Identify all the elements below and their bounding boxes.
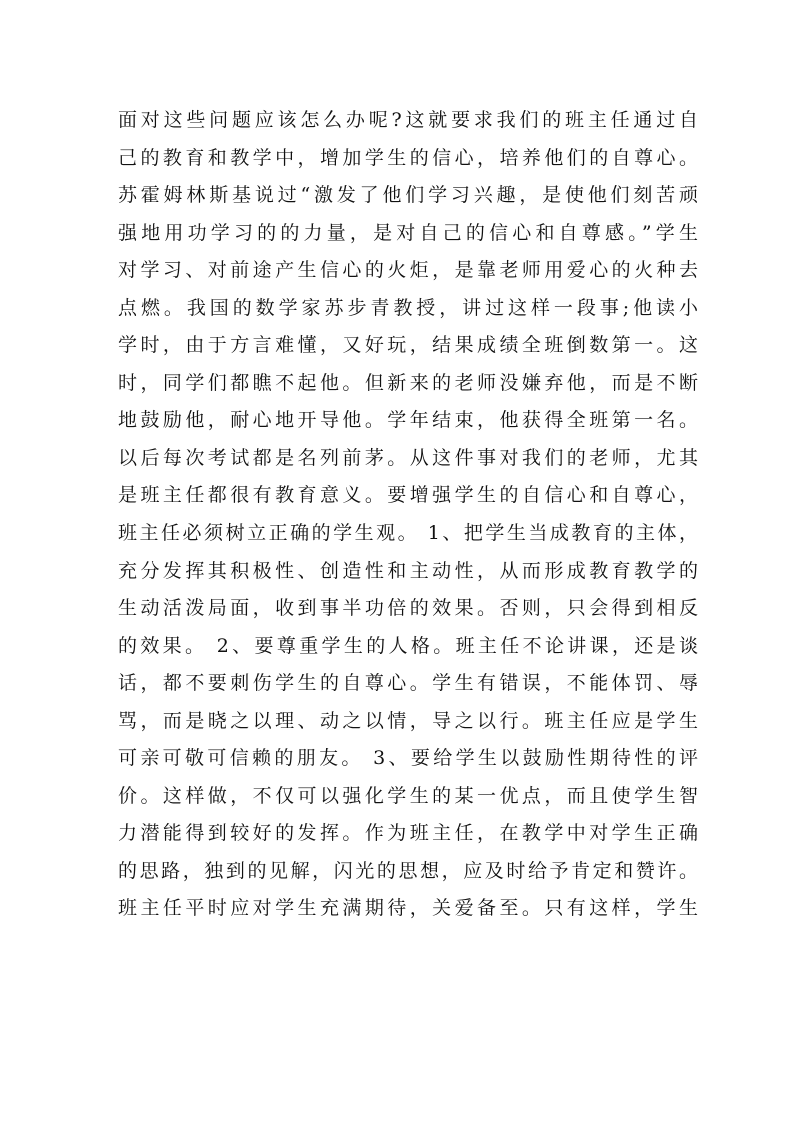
text-line-17: 骂，而是晓之以理、动之以情，导之以行。班主任应是学生 — [118, 709, 698, 732]
text-line-8: 时，同学们都瞧不起他。但新来的老师没嫌弃他，而是不断 — [118, 371, 698, 394]
text-line-3: 苏霍姆林斯基说过“激发了他们学习兴趣，是使他们刻苦顽 — [118, 184, 698, 207]
text-line-15: 的效果。 2、要尊重学生的人格。班主任不论讲课，还是谈 — [118, 634, 698, 657]
text-line-19: 价。这样做，不仅可以强化学生的某一优点，而且使学生智 — [118, 784, 698, 807]
text-line-7: 学时，由于方言难懂，又好玩，结果成绩全班倒数第一。这 — [118, 334, 698, 357]
body-text — [118, 102, 698, 928]
text-line-21: 的思路，独到的见解，闪光的思想，应及时给予肯定和赞许。 — [118, 859, 698, 882]
text-line-16: 话，都不要刺伤学生的自尊心。学生有错误，不能体罚、辱 — [118, 672, 698, 695]
text-line-11: 是班主任都很有教育意义。要增强学生的自信心和自尊心， — [118, 484, 698, 507]
text-line-14: 生动活泼局面，收到事半功倍的效果。否则，只会得到相反 — [118, 597, 698, 620]
text-line-18: 可亲可敬可信赖的朋友。 3、要给学生以鼓励性期待性的评 — [118, 747, 698, 770]
text-line-2: 己的教育和教学中，增加学生的信心，培养他们的自尊心。 — [118, 146, 698, 169]
text-line-10: 以后每次考试都是名列前茅。从这件事对我们的老师，尤其 — [118, 446, 698, 469]
text-line-20: 力潜能得到较好的发挥。作为班主任，在教学中对学生正确 — [118, 822, 698, 845]
text-line-9: 地鼓励他，耐心地开导他。学年结束，他获得全班第一名。 — [118, 409, 698, 432]
text-line-1: 面对这些问题应该怎么办呢?这就要求我们的班主任通过自 — [118, 109, 698, 131]
text-line-6: 点燃。我国的数学家苏步青教授，讲过这样一段事;他读小 — [118, 296, 698, 319]
text-line-13: 充分发挥其积极性、创造性和主动性，从而形成教育教学的 — [118, 559, 698, 582]
text-line-4: 强地用功学习的的力量，是对自己的信心和自尊感。”学生 — [118, 221, 698, 244]
text-line-5: 对学习、对前途产生信心的火炬，是靠老师用爱心的火种去 — [118, 259, 698, 282]
text-line-12: 班主任必须树立正确的学生观。 1、把学生当成教育的主体， — [118, 522, 698, 545]
text-line-22: 班主任平时应对学生充满期待，关爱备至。只有这样，学生 — [118, 897, 698, 920]
